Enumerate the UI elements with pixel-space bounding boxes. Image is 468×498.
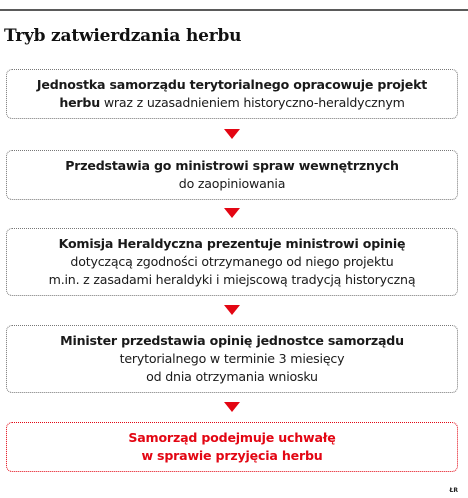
step-4-line-1: Minister przedstawia opinię jednostce samorządu [60, 333, 404, 348]
arrow-down-icon [224, 208, 240, 218]
credit-initials: ŁR [449, 487, 458, 494]
step-1-line-2: wraz z uzasadnieniem historyczno-heraldycznym [100, 95, 405, 110]
step-1-line-2-bold: herbu [59, 95, 101, 110]
step-3-line-1: Komisja Heraldyczna prezentuje ministrowi opinię [58, 236, 406, 251]
step-3-line-3: m.in. z zasadami heraldyki i miejscową tradycją historyczną [48, 272, 416, 287]
step-4-line-2: terytorialnego w terminie 3 miesięcy [119, 351, 345, 366]
step-2-line-2: do zaopiniowania [178, 176, 286, 191]
step-4-box [6, 325, 458, 393]
step-5-box [6, 422, 458, 472]
arrow-down-icon [224, 305, 240, 315]
step-5-line-1: Samorząd podejmuje uchwałę [128, 430, 336, 445]
step-2-box [6, 150, 458, 200]
diagram-title: Tryb zatwierdzania herbu [4, 26, 242, 46]
step-1-box [6, 69, 458, 119]
arrow-down-icon [224, 402, 240, 412]
step-1-line-1: Jednostka samorządu terytorialnego opracowuje projekt [36, 77, 428, 92]
step-3-box [6, 228, 458, 296]
step-2-line-1: Przedstawia go ministrowi spraw wewnętrznych [65, 158, 399, 173]
step-4-line-3: od dnia otrzymania wniosku [146, 369, 318, 384]
arrow-down-icon [224, 129, 240, 139]
step-3-line-2: dotyczącą zgodności otrzymanego od niego projektu [70, 254, 394, 269]
top-rule [0, 9, 468, 11]
step-5-line-2: w sprawie przyjęcia herbu [141, 448, 323, 463]
